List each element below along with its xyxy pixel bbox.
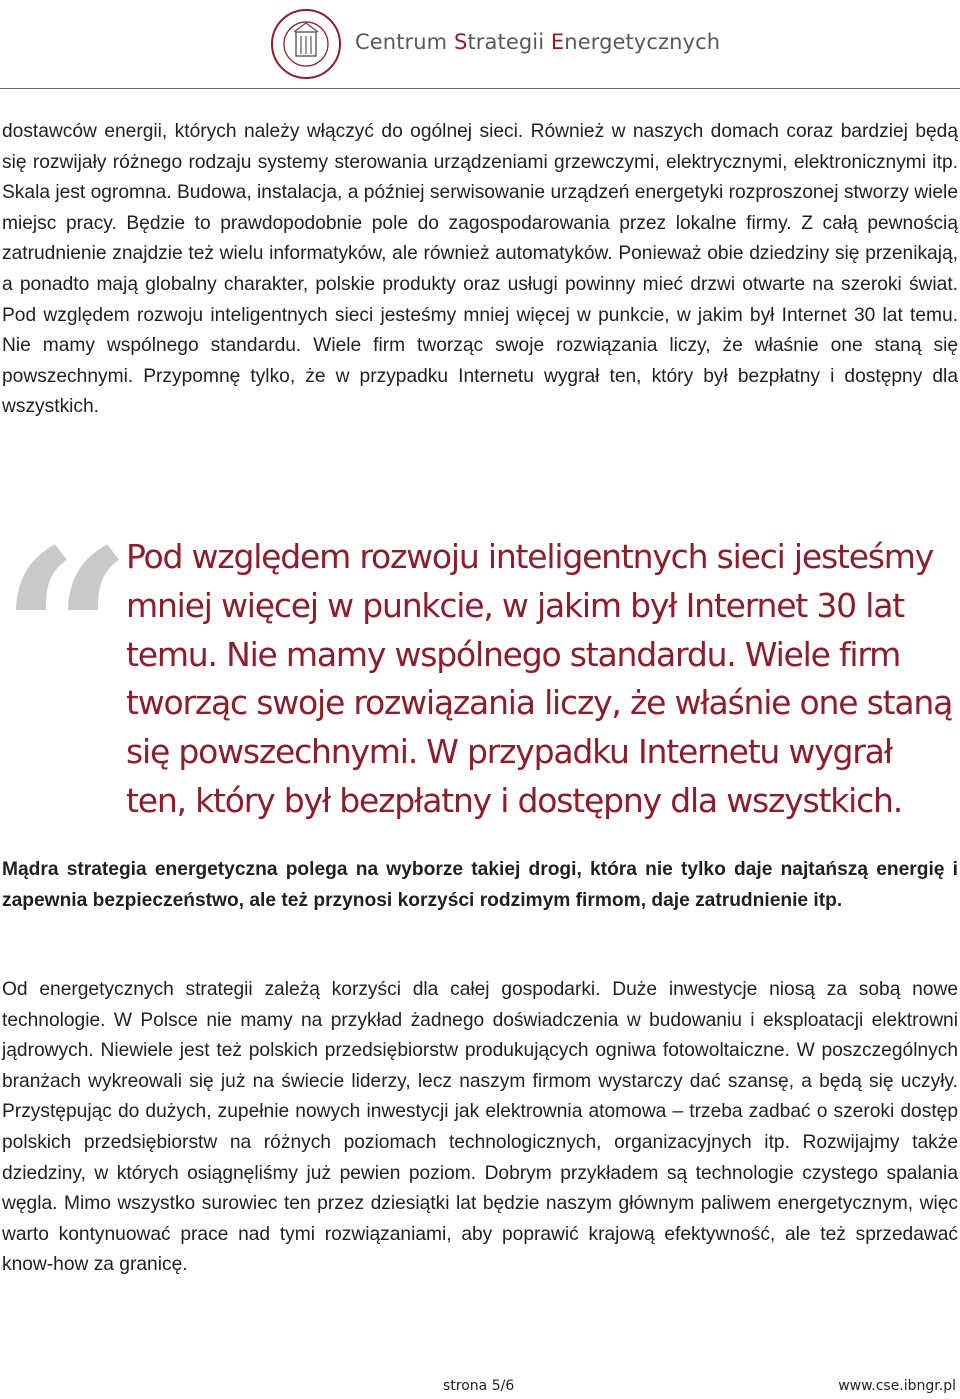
body-paragraph-2: Od energetycznych strategii zależą korzyści dla całej gospodarki. Duże inwestycje niosą za sobą nowe technologie. W Polsce nie mamy na przykład żadnego doświadczenia w budowaniu i eksploatacji elektrowni jądrowych. Niewiele jest też polskich przedsiębiorstw produkujących ogniwa fotowoltaiczne. W poszczególnych branżach wykreowali się już na świecie liderzy, lecz naszym firmom wystarczy dać szansę, a będą się uczyły. Przystępując do dużych, zupełnie nowych inwestycji jak elektrownia atomowa – trzeba zadbać o szeroki dostęp polskich przedsiębiorstw na różnych poziomach technologicznych, organizacyjnych itp. Rozwijajmy także dziedziny, w których osiągnęliśmy już pewien poziom. Dobrym przykładem są technologie czystego spalania węgla. Mimo wszystko surowiec ten przez dziesiątki lat będzie naszym głównym paliwem energetycznym, więc warto kontynuować prace nad tymi rozwiązaniami, aby poprawić krajową efektywność, ale też sprzedawać know-how za granicę. (2, 979, 958, 1276)
pull-quote: Pod względem rozwoju inteligentnych sieci jesteśmy mniej więcej w punkcie, w jakim był Internet 30 lat temu. Nie mamy wspólnego standardu. Wiele firm tworząc swoje rozwiązania liczy, że właśnie one staną się powszechnymi. W przypadku Internetu wygrał ten, który był bezpłatny i dostępny dla wszystkich. (126, 537, 953, 820)
brand-title (355, 30, 720, 54)
page-header (0, 0, 960, 89)
brand-part-5: nergetycznych (564, 30, 721, 54)
website-link[interactable]: www.cse.ibngr.pl (838, 1378, 956, 1394)
page-number: strona 5/6 (443, 1378, 515, 1394)
institute-seal-logo (270, 8, 342, 80)
brand-part-3: trategii (467, 30, 551, 54)
brand-part-2: S (454, 30, 468, 54)
bold-lead-paragraph: Mądra strategia energetyczna polega na wyborze takiej drogi, która nie tylko daje najtańszą energię i zapewnia bezpieczeństwo, ale też przynosi korzyści rodzimym firmom, daje zatrudnienie itp. (2, 859, 958, 911)
quote-mark-icon: “ (0, 500, 133, 770)
brand-part-4: E (550, 30, 565, 54)
body-paragraph-1: dostawców energii, których należy włączyć do ogólnej sieci. Również w naszych domach coraz bardziej będą się rozwijały różnego rodzaju systemy sterowania urządzeniami grzewczymi, elektrycznymi, elektronicznymi itp. Skala jest ogromna. Budowa, instalacja, a później serwisowanie urządzeń energetyki rozproszonej stworzy wiele miejsc pracy. Będzie to prawdopodobnie pole do zagospodarowania przez lokalne firmy. Z całą pewnością zatrudnienie znajdzie też wielu informatyków, ale również automatyków. Ponieważ obie dziedziny się przenikają, a ponadto mają globalny charakter, polskie produkty oraz usługi powinny mieć drzwi otwarte na szeroki świat. Pod względem rozwoju inteligentnych sieci jesteśmy mniej więcej w punkcie, w jakim był Internet 30 lat temu. Nie mamy wspólnego standardu. Wiele firm tworząc swoje rozwiązania liczy, że właśnie one staną się powszechnymi. Przypomnę tylko, że w przypadku Internetu wygrał ten, który był bezpłatny i dostępny dla wszystkich. (2, 121, 958, 418)
brand-part-1: Centrum (355, 30, 455, 54)
